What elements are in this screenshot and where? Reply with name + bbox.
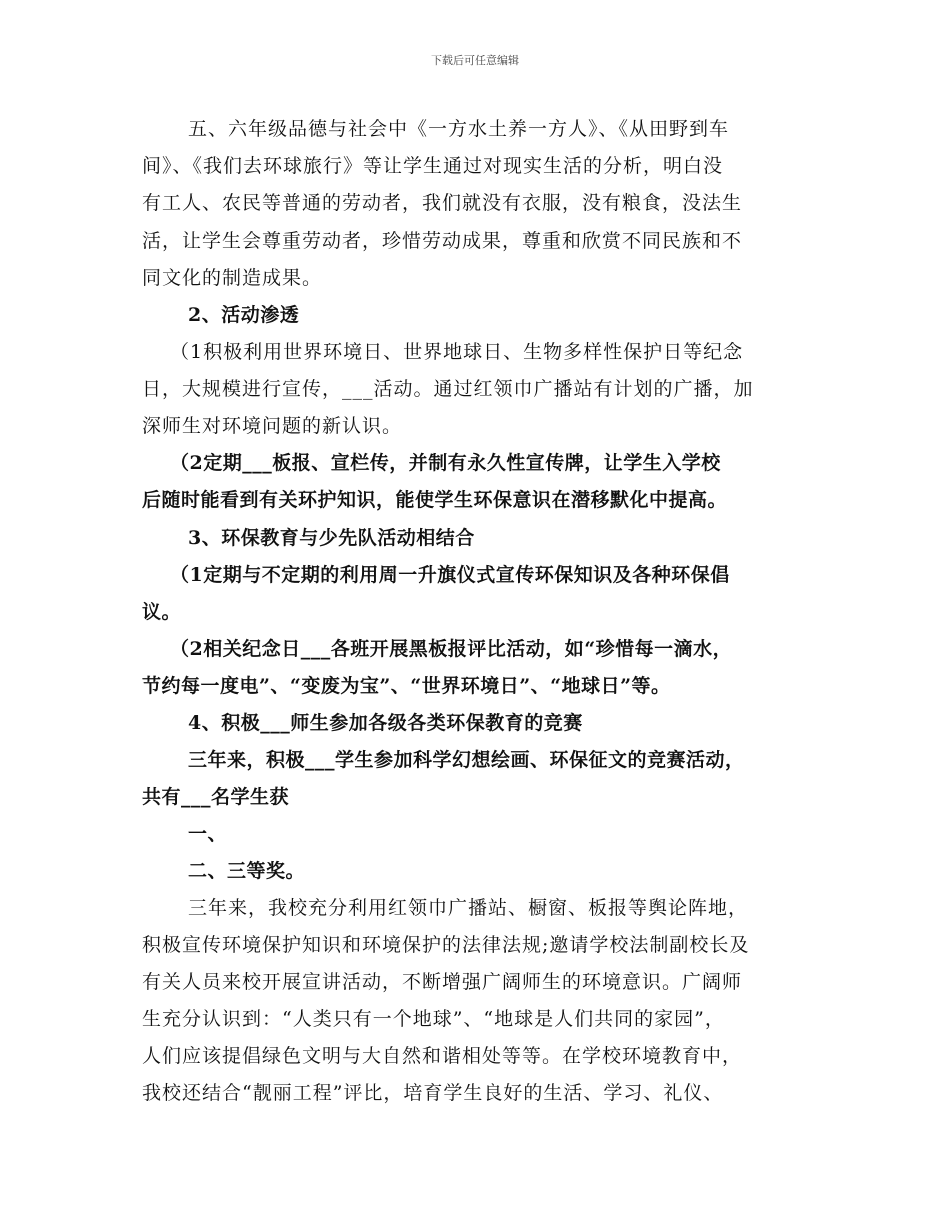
section-heading: 2、活动渗透 — [188, 304, 300, 326]
text-line: 三年来，我校充分利用红领巾广播站、橱窗、板报等舆论阵地， — [188, 897, 749, 919]
text-line: 一、 — [188, 823, 228, 845]
text-line: （2相关纪念日___各班开展黑板报评比活动，如“珍惜每一滴水， — [170, 638, 733, 660]
text-line: 活，让学生会尊重劳动者，珍惜劳动成果，尊重和欣赏不同民族和不 — [142, 230, 743, 252]
text-line: 议。 — [142, 601, 182, 623]
text-line: 日，大规模进行宣传，___活动。通过红领巾广播站有计划的广播，加 — [142, 378, 754, 400]
text-line: 有工人、农民等普通的劳动者，我们就没有衣服，没有粮食，没法生 — [142, 192, 743, 214]
text-line: 节约每一度电”、“变废为宝”、“世界环境日”、“地球日”等。 — [142, 675, 671, 697]
text-line: 有关人员来校开展宣讲活动，不断增强广阔师生的环境意识。广阔师 — [142, 971, 743, 993]
text-line: 生充分认识到：“人类只有一个地球”、“地球是人们共同的家园”， — [142, 1008, 725, 1030]
text-line: 共有___名学生获 — [142, 786, 290, 808]
text-line: 深师生对环境问题的新认识。 — [142, 415, 403, 437]
text-line: 间》、《我们去环球旅行》等让学生通过对现实生活的分析，明白没 — [142, 155, 724, 177]
text-line: 积极宣传环境保护知识和环境保护的法律法规;邀请学校法制副校长及 — [142, 934, 750, 956]
text-line: 五、六年级品德与社会中《一方水土养一方人》、《从田野到车 — [188, 118, 730, 140]
text-line: 我校还结合“靓丽工程”评比，培育学生良好的生活、学习、礼仪、 — [142, 1082, 724, 1104]
text-line: 二、三等奖。 — [188, 860, 306, 882]
text-line: 人们应该提倡绿色文明与大自然和谐相处等等。在学校环境教育中， — [142, 1045, 743, 1067]
section-heading: 4、积极___师生参加各级各类环保教育的竞赛 — [188, 712, 583, 734]
text-line: 后随时能看到有关环护知识，能使学生环保意识在潜移默化中提高。 — [142, 489, 728, 511]
page-header: 下载后可任意编辑 — [431, 54, 519, 67]
text-line: 三年来，积极___学生参加科学幻想绘画、环保征文的竞赛活动， — [188, 749, 745, 771]
text-line: （2定期___板报、宣栏传，并制有永久性宣传牌，让学生入学校 — [170, 452, 721, 474]
text-line: 同文化的制造成果。 — [142, 267, 323, 289]
text-line: （1积极利用世界环境日、世界地球日、生物多样性保护日等纪念 — [170, 341, 744, 363]
section-heading: 3、环保教育与少先队活动相结合 — [188, 527, 475, 549]
text-line: （1定期与不定期的利用周一升旗仪式宣传环保知识及各种环保倡 — [170, 564, 730, 586]
